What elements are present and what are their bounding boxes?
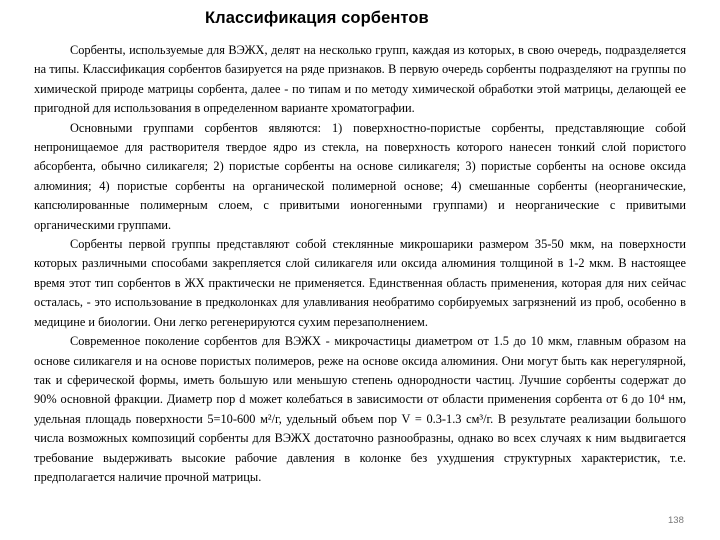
body-text	[34, 41, 686, 487]
paragraph-modern-sorbents: Современное поколение сорбентов для ВЭЖХ - микрочастицы диаметром от 1.5 до 10 мкм, главным образом на основе силикагеля и на основе пористых полимеров, реже на основе оксида алюминия. Они могут быть как нерегулярной, так и сферической формы, иметь большую или меньшую степень однородности частиц. Лучшие сорбенты содержат до 90% основной фракции. Диаметр пор d может колебаться в зависимости от области применения сорбента от 6 до 10⁴ нм, удельная площадь поверхности 5=10-600 м²/г, удельный объем пор V = 0.3-1.3 см³/г. В результате реализации большого числа возможных композиций сорбенты для ВЭЖХ достаточно разнообразны, однако во всех случаях к ним выдвигается требование выдерживать высокие рабочие давления в колонке без ухудшения структурных характеристик, т.е. предполагается наличие прочной матрицы.	[34, 334, 686, 484]
page-number: 138	[668, 515, 684, 526]
page-title: Классификация сорбентов	[205, 9, 429, 27]
paragraph-sorbent-groups-intro: Сорбенты, используемые для ВЭЖХ, делят на несколько групп, каждая из которых, в свою очередь, подразделяется на типы. Классификация сорбентов базируется на ряде признаков. В первую очередь сорбенты подразделяют на группы по химической природе матрицы сорбента, далее - по типам и по методу химической обработки этой матрицы, делающей ее пригодной для использования в определенном варианте хроматографии.	[34, 43, 686, 116]
paragraph-first-group-sorbents: Сорбенты первой группы представляют собой стеклянные микрошарики размером 35-50 мкм, на поверхности которых различными способами закрепляется слой силикагеля или оксида алюминия толщиной в 1-2 мкм. В настоящее время этот тип сорбентов в ЖХ практически не применяется. Единственная область применения, которая для них сейчас осталась, - это использование в предколонках для улавливания необратимо сорбируемых загрязнений из проб, особенно в медицине и биологии. Они легко регенерируются сухим перезаполнением.	[34, 237, 686, 329]
paragraph-main-sorbent-groups: Основными группами сорбентов являются: 1) поверхностно-пористые сорбенты, представляющие собой непронищаемое для растворителя твердое ядро из стекла, на поверхность которого нанесен тонкий слой пористого абсорбента, обычно силикагеля; 2) пористые сорбенты на основе силикагеля; 3) пористые сорбенты на основе оксида алюминия; 4) пористые сорбенты на органической полимерной основе; 4) смешанные сорбенты (неорганические, капсюлированные полимерным слоем, с привитыми ионогенными группами) и неорганические с привитыми органическими группами.	[34, 120, 686, 232]
